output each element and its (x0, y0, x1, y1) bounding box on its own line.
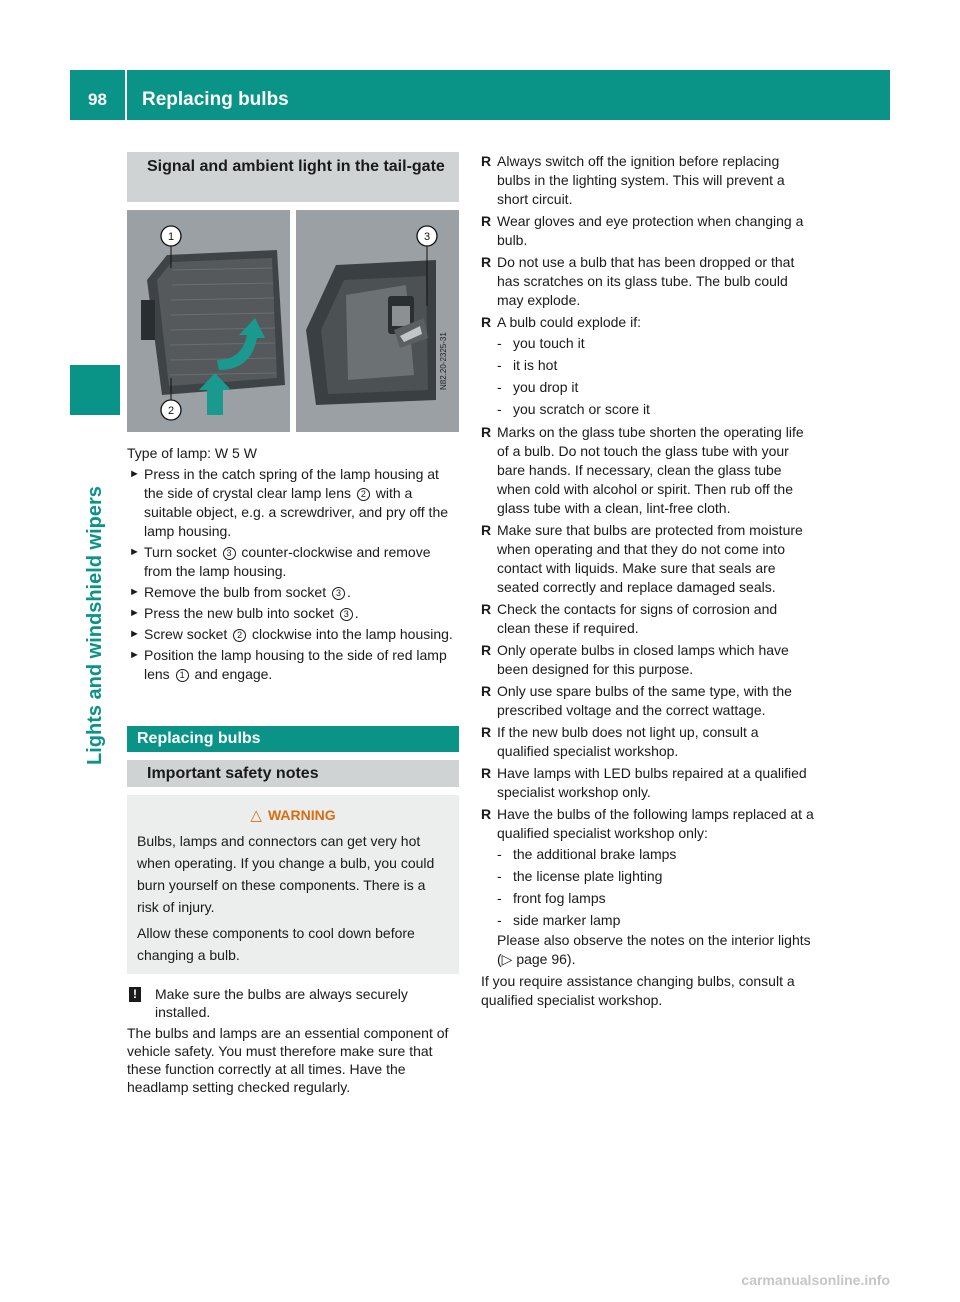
step-arrow-icon: ► (129, 545, 140, 558)
callout-ref: 1 (176, 669, 189, 682)
list-item: R Only operate bulbs in closed lamps which have been designed for this purpose. (481, 642, 789, 677)
bullet-r-icon: R (481, 254, 492, 270)
step-5: ► Screw socket 2 clockwise into the lamp housing. (129, 625, 453, 642)
page-number: 98 (88, 90, 107, 109)
step-2: ► Turn socket 3 counter-clockwise and remove from the lamp housing. (129, 543, 431, 579)
callout-1: 1 (167, 231, 175, 243)
list-item: R Marks on the glass tube shorten the operating life of a bulb. Do not touch the glass tube with your bare hands. If necessary, clean the glass tube when cold with alcohol or spirit. Then rub off the glass tube with a clean, lint-free cloth. (481, 424, 804, 516)
callout-ref: 2 (357, 488, 370, 501)
sub-item: - side marker lamp (497, 912, 621, 928)
step-6: ► Position the lamp housing to the side of red lamp lens 1 and engage. (129, 646, 447, 682)
bullet-r-icon: R (481, 213, 492, 229)
safety-paragraph: The bulbs and lamps are an essential component of vehicle safety. You must therefore make sure that these function correctly at all times. Have the headlamp setting checked regularly. (127, 1025, 449, 1095)
left-column (127, 152, 459, 1097)
list-item: R Do not use a bulb that has been dropped or that has scratches on its glass tube. The bulb could may explode. (481, 254, 795, 308)
bullet-r-icon: R (481, 642, 492, 658)
bullet-r-icon: R (481, 806, 492, 822)
bullet-r-icon: R (481, 522, 492, 538)
sub-item: - it is hot (497, 357, 558, 373)
sub-item: - you touch it (497, 335, 585, 351)
section-title-tailgate-light: Signal and ambient light in the tail-gate (127, 152, 459, 202)
step-1: ► Press in the catch spring of the lamp housing at the side of crystal clear lamp lens 2 with a suitable object, e.g. a screwdriver, and pry off the lamp housing. (129, 465, 449, 539)
list-item: R Have the bulbs of the following lamps replaced at a qualified specialist workshop only: - the additional brake lamps - the license plate lighting - front fog lamps - side marker lamp Please also observe the notes on the interior lights (▷ page 96). (481, 806, 814, 967)
bullet-r-icon: R (481, 683, 492, 699)
step-4: ► Press the new bulb into socket 3 . (129, 604, 359, 621)
list-item: R Make sure that bulbs are protected from moisture when operating and that they do not come into contact with liquids. Make sure that seals are seated correctly and replace damaged seals. (481, 522, 803, 595)
figure-ref-code: N82.20-2325-31 (439, 332, 448, 390)
exclamation-icon: ! (129, 987, 141, 1002)
sub-item: - the license plate lighting (497, 868, 663, 884)
list-item: R A bulb could explode if: - you touch it - it is hot - you drop it - you scratch or score it (481, 313, 814, 420)
lamp-type: Type of lamp: W 5 W (127, 445, 257, 461)
chapter-marker (70, 365, 120, 415)
bullet-r-icon: R (481, 765, 492, 781)
step-arrow-icon: ► (129, 606, 140, 619)
step-arrow-icon: ► (129, 585, 140, 598)
sub-item: - you drop it (497, 379, 579, 395)
callout-ref: 3 (340, 608, 353, 621)
list-item: R Only use spare bulbs of the same type, with the prescribed voltage and the correct wattage. (481, 683, 792, 718)
closing-paragraph: If you require assistance changing bulbs, consult a qualified specialist workshop. (481, 973, 795, 1008)
page-title: Replacing bulbs (142, 89, 289, 110)
list-item: R Check the contacts for signs of corrosion and clean these if required. (481, 601, 778, 636)
step-3: ► Remove the bulb from socket 3 . (129, 583, 351, 600)
bullet-r-icon: R (481, 724, 492, 740)
section-title-replacing-bulbs: Replacing bulbs (127, 726, 459, 752)
list-item: R Have lamps with LED bulbs repaired at a qualified specialist workshop only. (481, 765, 807, 800)
bullet-r-icon: R (481, 601, 492, 617)
lamp-housing-photo (127, 210, 290, 432)
note: ! Make sure the bulbs are always securely installed. (127, 986, 459, 1022)
callout-ref: 3 (223, 547, 236, 560)
chapter-tab (70, 425, 120, 765)
callout-2: 2 (167, 405, 175, 417)
right-column (481, 152, 814, 1010)
list-item: R Always switch off the ignition before replacing bulbs in the lighting system. This will prevent a short circuit. (481, 153, 785, 207)
step-arrow-icon: ► (129, 467, 140, 480)
list-item: R If the new bulb does not light up, consult a qualified specialist workshop. (481, 724, 759, 759)
warning-heading: △ WARNING (250, 806, 336, 824)
watermark: carmanualsonline.info (741, 1272, 890, 1288)
interior-lights-reference[interactable]: Please also observe the notes on the interior lights (▷ page 96). (497, 932, 811, 967)
subsection-title-safety: Important safety notes (127, 760, 459, 787)
list-item: R Wear gloves and eye protection when changing a bulb. (481, 213, 804, 248)
chapter-label: Lights and windshield wipers (84, 486, 106, 765)
step-arrow-icon: ► (129, 648, 140, 661)
sub-item: - front fog lamps (497, 890, 606, 906)
socket-photo (296, 210, 459, 432)
warning-box (127, 795, 459, 974)
callout-ref: 2 (233, 629, 246, 642)
warning-triangle-icon: △ (250, 806, 262, 824)
callout-ref: 3 (332, 587, 345, 600)
callout-3: 3 (423, 231, 431, 243)
step-list (127, 465, 459, 684)
header-divider (125, 70, 127, 120)
step-arrow-icon: ► (129, 627, 140, 640)
bullet-r-icon: R (481, 153, 492, 169)
sub-item: - the additional brake lamps (497, 846, 677, 862)
lamp-figure (127, 210, 459, 432)
sub-item: - you scratch or score it (497, 401, 650, 417)
warning-text-1: Bulbs, lamps and connectors can get very hot when operating. If you change a bulb, you could burn yourself on these components. There is a risk of injury. (137, 832, 435, 915)
bullet-r-icon: R (481, 424, 492, 440)
warning-text-2: Allow these components to cool down before changing a bulb. (137, 924, 415, 963)
bullet-r-icon: R (481, 314, 492, 330)
